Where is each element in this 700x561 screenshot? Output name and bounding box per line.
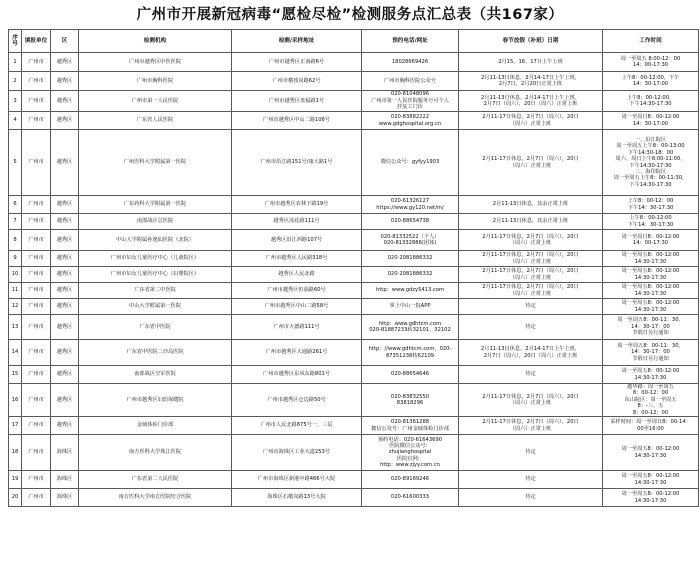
cell-holiday: 2月15、16、17日上午上班 bbox=[459, 53, 603, 72]
table-row bbox=[9, 267, 699, 283]
cell-city: 广州市 bbox=[22, 251, 51, 267]
cell-holiday: 2月11-13日休息，2月14-17日上午上班， 2月7日，2月20日正常上班 bbox=[459, 72, 603, 91]
cell-holiday: 待定 bbox=[459, 299, 603, 315]
cell-org: 广东省中医院二沙岛医院 bbox=[79, 340, 232, 366]
cell-org: 广东省第二中医院 bbox=[79, 283, 232, 299]
cell-contact: 020-89169246 bbox=[362, 471, 459, 489]
cell-contact: 020-61326127 https://www.gy120.net/m/ bbox=[362, 196, 459, 214]
cell-hours: 越华路：周一至周五 8：00-12：00 东山院区：周一至周五 8：-三、五 8：00-12：00 bbox=[603, 384, 699, 417]
table-row bbox=[9, 72, 699, 91]
cell-city: 广州市 bbox=[22, 417, 51, 435]
cell-hours: 上午8：00-12:00 下午14：30-17:30 bbox=[603, 214, 699, 230]
cell-hours: 周一至周五8：00-12:00 14:30-17:30 bbox=[603, 299, 699, 315]
cell-seq: 19 bbox=[9, 471, 22, 489]
cell-city: 广州市 bbox=[22, 130, 51, 196]
cell-hours: 周一至周五8：00-12:00 14:30-17:30 bbox=[603, 435, 699, 471]
cell-district: 越秀区 bbox=[51, 315, 79, 340]
cell-holiday: 待定 bbox=[459, 471, 603, 489]
cell-city: 广州市 bbox=[22, 230, 51, 251]
cell-seq: 14 bbox=[9, 340, 22, 366]
cell-address: 广州市越秀区中山二路106号 bbox=[232, 112, 362, 130]
cell-city: 广州市 bbox=[22, 366, 51, 384]
cell-city: 广州市 bbox=[22, 489, 51, 507]
cell-hours: 周一至周五8：00-12:00 14:30-17:30 bbox=[603, 283, 699, 299]
header-org: 检测机构 bbox=[79, 30, 232, 53]
cell-district: 越秀区 bbox=[51, 283, 79, 299]
table-row bbox=[9, 196, 699, 214]
cell-address: 广州市越秀区正南路6号 bbox=[232, 53, 362, 72]
cell-seq: 11 bbox=[9, 283, 22, 299]
cell-holiday: 2月11-13日休息，2月14-17日上午上班， 2月7日（周六），20日（周六）正常上班 bbox=[459, 340, 603, 366]
header-district: 区 bbox=[51, 30, 79, 53]
cell-district: 越秀区 bbox=[51, 417, 79, 435]
cell-hours: 周一至周五8：00-12:00 14:30-17:30 bbox=[603, 251, 699, 267]
cell-org: 广东省中医院 bbox=[79, 315, 232, 340]
cell-district: 越秀区 bbox=[51, 196, 79, 214]
header-address: 检测/采样地址 bbox=[232, 30, 362, 53]
cell-address: 越秀区沿江西路107号 bbox=[232, 230, 362, 251]
table-row bbox=[9, 91, 699, 112]
cell-seq: 10 bbox=[9, 267, 22, 283]
cell-city: 广州市 bbox=[22, 384, 51, 417]
table-row bbox=[9, 230, 699, 251]
cell-seq: 8 bbox=[9, 230, 22, 251]
cell-address: 广州市大德路111号 bbox=[232, 315, 362, 340]
header-hours: 工作时间 bbox=[603, 30, 699, 53]
cell-seq: 6 bbox=[9, 196, 22, 214]
cell-district: 越秀区 bbox=[51, 130, 79, 196]
header-holiday: 春节放假（补班）日期 bbox=[459, 30, 603, 53]
cell-hours: 周一至周五8：00-12:00 14:30-17:30 bbox=[603, 366, 699, 384]
cell-org: 广州市越秀区中医医院 bbox=[79, 53, 232, 72]
table-row bbox=[9, 299, 699, 315]
cell-hours: 周一至周日8：00-12:00 14：00-17:30 bbox=[603, 230, 699, 251]
table-row bbox=[9, 489, 699, 507]
cell-hours: 周一至周五8：00-12:00 14:30-17:30 bbox=[603, 267, 699, 283]
table-row bbox=[9, 283, 699, 299]
cell-holiday: 待定 bbox=[459, 315, 603, 340]
cell-hours: 周一至周五8：00-11：30， 14：30-17：00 节假日另行通知 bbox=[603, 315, 699, 340]
cell-holiday: 2月11-17日休息，2月7日（周六），20日 （周六）正常上班 bbox=[459, 112, 603, 130]
testing-sites-table bbox=[8, 29, 699, 507]
cell-org: 南方医科大学南方医院结合医院 bbox=[79, 489, 232, 507]
cell-seq: 16 bbox=[9, 384, 22, 417]
cell-contact: 020-81361288 微信公众号：广州金域体检门诊部 bbox=[362, 417, 459, 435]
cell-hours: 周一至周五8：00-12:00 14:30-17:30 bbox=[603, 489, 699, 507]
cell-org: 南部战区总医院 bbox=[79, 214, 232, 230]
cell-holiday: 2月11-17日休息，2月7日（周六），20日 （周六）正常上班 bbox=[459, 267, 603, 283]
cell-org: 广州市妇女儿童医疗中心（妇婴院区） bbox=[79, 267, 232, 283]
cell-district: 越秀区 bbox=[51, 251, 79, 267]
cell-holiday: 待定 bbox=[459, 366, 603, 384]
cell-org: 广州市越秀区妇幼保健院 bbox=[79, 384, 232, 417]
cell-address: 海珠区石榴岗路13号大院 bbox=[232, 489, 362, 507]
cell-contact: 020-2081886332 bbox=[362, 251, 459, 267]
cell-city: 广州市 bbox=[22, 267, 51, 283]
cell-hours: 一、沿江院区 周一至周五上午8：00-13:00 下午14:30-18：00 周六、周日上午8:00-11:00， 下午14:30-17:30 二、海印院区 周一至周五上午8：00-11:30， 下午14:30-17:30 bbox=[603, 130, 699, 196]
cell-org: 金域体检门诊部 bbox=[79, 417, 232, 435]
cell-district: 越秀区 bbox=[51, 53, 79, 72]
cell-contact: 18028669426 bbox=[362, 53, 459, 72]
cell-org: 南部战区空军医院 bbox=[79, 366, 232, 384]
cell-address: 广州市越秀区人民路318号 bbox=[232, 251, 362, 267]
cell-contact: http：www.gdzy5413.com bbox=[362, 283, 459, 299]
table-row bbox=[9, 53, 699, 72]
cell-address: 广州市海珠区工业大道253号 bbox=[232, 435, 362, 471]
cell-seq: 17 bbox=[9, 417, 22, 435]
cell-contact: 掌上中山一院APP bbox=[362, 299, 459, 315]
cell-org: 广州市妇女儿童医疗中心（儿童院区） bbox=[79, 251, 232, 267]
cell-contact: 020-81332522（个人） 020-81332886(团体) bbox=[362, 230, 459, 251]
cell-district: 海珠区 bbox=[51, 435, 79, 471]
cell-seq: 3 bbox=[9, 91, 22, 112]
cell-address: 广州市越秀区农林下路19号 bbox=[232, 196, 362, 214]
cell-city: 广州市 bbox=[22, 112, 51, 130]
cell-org: 南方医科大学珠江医院 bbox=[79, 435, 232, 471]
cell-holiday: 2月11-13日休息，其余正常上班 bbox=[459, 214, 603, 230]
cell-seq: 1 bbox=[9, 53, 22, 72]
cell-contact: 020-88654738 bbox=[362, 214, 459, 230]
table-row bbox=[9, 471, 699, 489]
cell-address: 广州市沿江路151号/康大路1号 bbox=[232, 130, 362, 196]
cell-seq: 4 bbox=[9, 112, 22, 130]
cell-hours: 周一至周五 8:00-12：00 14：00-17:30 bbox=[603, 53, 699, 72]
cell-city: 广州市 bbox=[22, 340, 51, 366]
cell-org: 广州医科大学附属第一医院 bbox=[79, 130, 232, 196]
cell-address: 广州市越秀区盘福路1号 bbox=[232, 91, 362, 112]
cell-holiday: 2月11-17日休息，2月7日（周六），20日 （周六）正常上班 bbox=[459, 251, 603, 267]
cell-hours: 上午8：00-12:00，下午 14：30-17:00 bbox=[603, 72, 699, 91]
cell-contact: 微信公众号：gyfyy1903 bbox=[362, 130, 459, 196]
cell-city: 广州市 bbox=[22, 196, 51, 214]
cell-seq: 18 bbox=[9, 435, 22, 471]
cell-city: 广州市 bbox=[22, 91, 51, 112]
cell-hours: 周一至周日8：00-12:00 14：30-17:00 bbox=[603, 112, 699, 130]
cell-district: 越秀区 bbox=[51, 112, 79, 130]
cell-contact: 020-83832550 83818296 bbox=[362, 384, 459, 417]
cell-org: 广州市第一人民医院 bbox=[79, 91, 232, 112]
cell-holiday: 待定 bbox=[459, 435, 603, 471]
cell-address: 广州市越秀区中山二路58号 bbox=[232, 299, 362, 315]
cell-city: 广州市 bbox=[22, 53, 51, 72]
cell-contact: http：//www.gdhtcm.com，020- 87351238转62109 bbox=[362, 340, 459, 366]
cell-district: 越秀区 bbox=[51, 299, 79, 315]
table-row bbox=[9, 315, 699, 340]
cell-address: 越秀区人民北路 bbox=[232, 267, 362, 283]
cell-district: 越秀区 bbox=[51, 214, 79, 230]
cell-city: 广州市 bbox=[22, 283, 51, 299]
cell-seq: 9 bbox=[9, 251, 22, 267]
cell-holiday: 待定 bbox=[459, 489, 603, 507]
cell-holiday: 2月11-13日休息，其余正常上班 bbox=[459, 196, 603, 214]
table-row bbox=[9, 340, 699, 366]
cell-city: 广州市 bbox=[22, 214, 51, 230]
cell-org: 广东药科大学附属第一医院 bbox=[79, 196, 232, 214]
cell-district: 越秀区 bbox=[51, 340, 79, 366]
cell-address: 广州市越秀区恒福路60号 bbox=[232, 283, 362, 299]
cell-contact: 020-83882222 www.gdghospital.org.cn bbox=[362, 112, 459, 130]
cell-hours: 周一至周五8：00-11：30， 14：30-17：00 节假日另行通知 bbox=[603, 340, 699, 366]
cell-org: 广东省人民医院 bbox=[79, 112, 232, 130]
table-row bbox=[9, 214, 699, 230]
cell-seq: 7 bbox=[9, 214, 22, 230]
table-row bbox=[9, 366, 699, 384]
cell-address: 广州市海珠区新港中路466号大院 bbox=[232, 471, 362, 489]
cell-contact: 020-2081886332 bbox=[362, 267, 459, 283]
cell-address: 广州市越秀区东风东路801号 bbox=[232, 366, 362, 384]
cell-seq: 20 bbox=[9, 489, 22, 507]
cell-hours: 周一至周五8：00-12:00 14:30-17:30 bbox=[603, 471, 699, 489]
cell-district: 越秀区 bbox=[51, 72, 79, 91]
cell-city: 广州市 bbox=[22, 299, 51, 315]
table-row bbox=[9, 435, 699, 471]
cell-district: 越秀区 bbox=[51, 366, 79, 384]
cell-address: 广州市越秀区仓边路50号 bbox=[232, 384, 362, 417]
cell-city: 广州市 bbox=[22, 72, 51, 91]
cell-district: 海珠区 bbox=[51, 489, 79, 507]
table-row bbox=[9, 112, 699, 130]
cell-holiday: 2月11-17日休息，2月7日（周六），20日 （周六）正常上班 bbox=[459, 283, 603, 299]
cell-holiday: 2月11-17日休息，2月7日（周六），20日 （周六）正常上班 bbox=[459, 230, 603, 251]
header-seq: 序号 bbox=[9, 30, 22, 53]
cell-seq: 5 bbox=[9, 130, 22, 196]
table-row bbox=[9, 417, 699, 435]
cell-contact: 020-88654646 bbox=[362, 366, 459, 384]
cell-contact: http：www.gdhtcm.com 020-81887233转32101、32102 bbox=[362, 315, 459, 340]
cell-district: 海珠区 bbox=[51, 471, 79, 489]
cell-seq: 2 bbox=[9, 72, 22, 91]
cell-district: 越秀区 bbox=[51, 230, 79, 251]
cell-district: 越秀区 bbox=[51, 267, 79, 283]
cell-org: 广东省第二人民医院 bbox=[79, 471, 232, 489]
cell-district: 越秀区 bbox=[51, 384, 79, 417]
cell-holiday: 2月11-17日休息，2月7日（周六），20日 （周六）正常上班 bbox=[459, 384, 603, 417]
cell-address: 广州市越秀区大通路261号 bbox=[232, 340, 362, 366]
header-city: 填报单位 bbox=[22, 30, 51, 53]
cell-district: 越秀区 bbox=[51, 91, 79, 112]
cell-org: 中山大学附属孙逸仙医院（北院） bbox=[79, 230, 232, 251]
cell-contact: 广州市胸科医院公众号 bbox=[362, 72, 459, 91]
cell-holiday: 2月11-17日休息，2月7日（周六），20日 （周六）正常上班 bbox=[459, 417, 603, 435]
cell-holiday: 2月11-13日休息，2月14-17日上午上班， 2月7日（周六），20日（周六）正常上班 bbox=[459, 91, 603, 112]
cell-org: 中山大学附属第一医院 bbox=[79, 299, 232, 315]
cell-address: 广州市人民北路875号一、三层 bbox=[232, 417, 362, 435]
cell-hours: 上午8：00-12：00 下午14：30-17:30 bbox=[603, 196, 699, 214]
cell-contact: 预约电话：020-61643690 医院微信公众号： zhujianghospital 医院官网： http：www.zjyy.com.cn bbox=[362, 435, 459, 471]
cell-contact: 020-81048096 广州市第一人民医院服务号可个人 挂复工门诊 bbox=[362, 91, 459, 112]
cell-address: 越秀区流花路111号 bbox=[232, 214, 362, 230]
table-row bbox=[9, 130, 699, 196]
cell-seq: 12 bbox=[9, 299, 22, 315]
cell-contact: 020-61600333 bbox=[362, 489, 459, 507]
table-header-row bbox=[9, 30, 699, 53]
cell-hours: 采样时间：周一至周日8：00-14： 00至16:00 bbox=[603, 417, 699, 435]
cell-org: 广州市胸科医院 bbox=[79, 72, 232, 91]
table-row bbox=[9, 384, 699, 417]
cell-address: 广州市横枝岗路62号 bbox=[232, 72, 362, 91]
header-contact: 预约电话/网址 bbox=[362, 30, 459, 53]
cell-seq: 15 bbox=[9, 366, 22, 384]
cell-city: 广州市 bbox=[22, 315, 51, 340]
cell-hours: 上午8：00-12:00， 下午14:30-17:30 bbox=[603, 91, 699, 112]
cell-seq: 13 bbox=[9, 315, 22, 340]
cell-holiday: 2月11-17日休息，2月7日（周六），20日 （周六）正常上班 bbox=[459, 130, 603, 196]
table-row bbox=[9, 251, 699, 267]
page-title: 广州市开展新冠病毒“愿检尽检”检测服务点汇总表（共167家） bbox=[136, 7, 564, 23]
cell-city: 广州市 bbox=[22, 435, 51, 471]
cell-city: 广州市 bbox=[22, 471, 51, 489]
